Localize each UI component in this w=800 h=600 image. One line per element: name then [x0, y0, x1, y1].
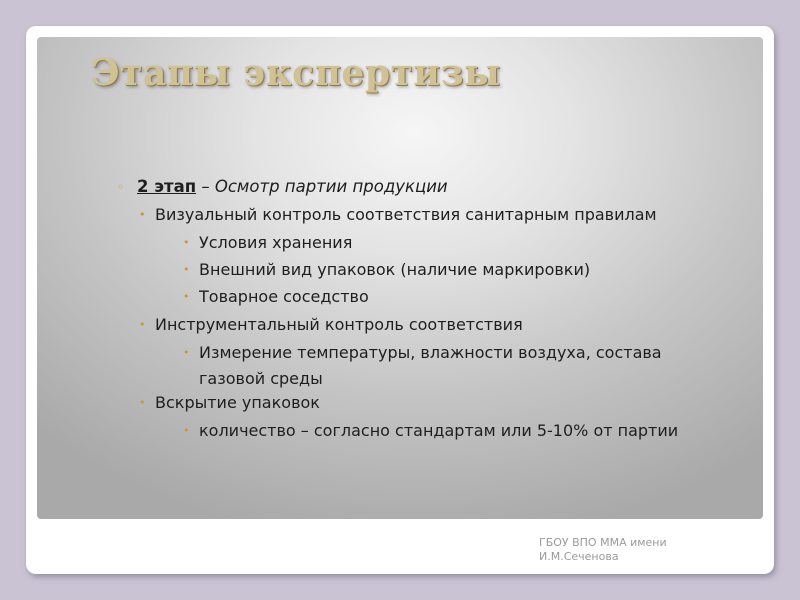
- list-item: [139, 390, 320, 416]
- list-item-text: количество – согласно стандартам или 5-10% от партии: [199, 421, 679, 440]
- list-item: [183, 340, 699, 392]
- footer-line-2: И.М.Сеченова: [539, 550, 619, 563]
- dot-bullet-icon: •: [139, 396, 146, 409]
- list-item: [183, 284, 369, 310]
- dot-bullet-icon: •: [139, 318, 146, 331]
- stage-dash: –: [196, 177, 215, 196]
- list-item-text: Товарное соседство: [199, 287, 369, 306]
- list-item: [183, 230, 353, 256]
- list-item-text: Измерение температуры, влажности воздуха, состава газовой среды: [199, 343, 662, 388]
- stage-label: 2 этап: [137, 177, 197, 196]
- footer-line-1: ГБОУ ВПО ММА имени: [539, 536, 667, 549]
- list-item: [139, 202, 657, 228]
- list-item-text: Визуальный контроль соответствия санитарным правилам: [155, 205, 657, 224]
- slide-title: Этапы экспертизы: [91, 52, 501, 94]
- list-item: [139, 312, 523, 338]
- footer: [539, 536, 699, 564]
- list-item: [183, 418, 679, 444]
- circle-bullet-icon: ◦: [117, 180, 125, 194]
- dot-bullet-icon: •: [183, 290, 190, 303]
- dot-bullet-icon: •: [183, 424, 190, 437]
- list-item-text: Условия хранения: [199, 233, 353, 252]
- stage-heading: [117, 174, 448, 200]
- list-item-text: Вскрытие упаковок: [155, 393, 320, 412]
- dot-bullet-icon: •: [183, 346, 190, 359]
- list-item-text: Инструментальный контроль соответствия: [155, 315, 523, 334]
- list-item: [183, 257, 591, 283]
- stage-description: Осмотр партии продукции: [214, 177, 448, 196]
- list-item-text: Внешний вид упаковок (наличие маркировки): [199, 260, 591, 279]
- dot-bullet-icon: •: [139, 208, 146, 221]
- dot-bullet-icon: •: [183, 263, 190, 276]
- dot-bullet-icon: •: [183, 236, 190, 249]
